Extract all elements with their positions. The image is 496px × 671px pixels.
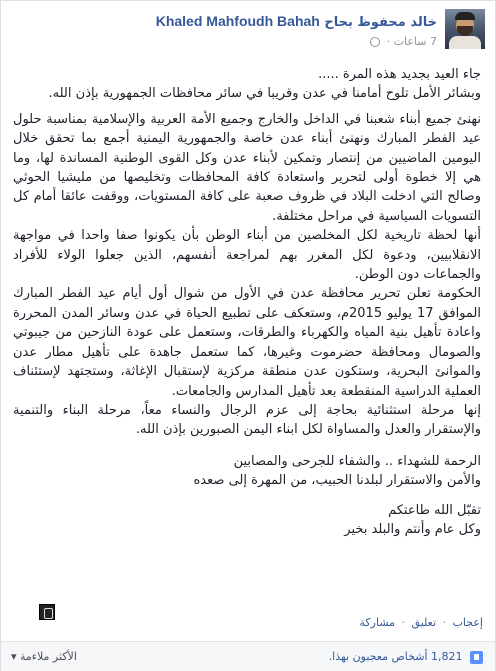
post-line: وكل عام وأنتم والبلد بخير xyxy=(344,521,481,537)
avatar-body xyxy=(449,36,481,49)
post-body xyxy=(13,65,481,539)
post-actions xyxy=(360,616,483,629)
comment-link[interactable]: تعليق xyxy=(411,616,437,629)
action-separator: · xyxy=(442,616,447,629)
emoji-icon xyxy=(39,604,55,620)
post-line: تقبّل الله طاعتكم xyxy=(388,502,481,518)
comment-sort-dropdown[interactable]: الأكثر ملاءمة ▾ xyxy=(11,650,77,663)
post-time[interactable] xyxy=(370,35,437,48)
author-name-english[interactable]: Khaled Mahfoudh Bahah xyxy=(155,13,320,29)
post-paragraph: أنها لحظة تاريخية لكل المخلصين من أبناء الوطن بأن يكونوا صفا واحدا في مواجهة الانقلابيين، ودعوة لكل المغرر بهم لمراجعة أنفسهم، الذين جعلوا الولاء للأفراد والجماعات دون الوطن. xyxy=(13,228,481,283)
likes-count[interactable]: 1,821 xyxy=(431,650,463,663)
profile-avatar[interactable] xyxy=(445,9,485,49)
timestamp[interactable]: 7 ساعات · xyxy=(386,35,437,48)
likes-summary[interactable] xyxy=(329,650,483,664)
action-separator: · xyxy=(401,616,406,629)
post-line: وبشائر الأمل تلوح أمامنا في عدن وقريبا في سائر محافظات الجمهورية بإذن الله. xyxy=(48,86,481,102)
author-name[interactable] xyxy=(156,13,437,30)
post-line: والأمن والاستقرار لبلدنا الحبيب، من المهرة إلى صعده xyxy=(193,473,481,489)
post-header xyxy=(11,9,485,57)
post-footer xyxy=(1,641,495,671)
post-paragraph: الحكومة تعلن تحرير محافظة عدن في الأول من شوال أول أيام عيد الفطر المبارك الموافق 17 يوليو 2015م، وستعكف على تطبيع الحياة في عدن وسائر المدن المحررة واعادة تأهيل بنية المياه والكهرباء والطرقات، وستعمل على عودة النازحين من جيبوتي والصومال ومحافظة حضرموت وغيرها، كما ستعمل جاهدة على تأهيل مطار عدن والموانئ البحرية، وستكون عدن منطقة مركزية لإستقبال الإغاثة، وستجتهد لإستئناف العملية الدراسية المنقطعة بعد تأهيل المدارس والجامعات. xyxy=(13,286,482,399)
avatar-hair xyxy=(455,12,475,20)
post-paragraph: إنها مرحلة استثنائية بحاجة إلى عزم الرجال والنساء معاً، مرحلة البناء والتنمية والإستقرار والعدل والمساواة لكل ابناء اليمن الصبورين بإذن الله. xyxy=(13,402,481,438)
thumbs-up-icon xyxy=(470,651,483,664)
like-link[interactable]: إعجاب xyxy=(452,616,483,629)
post-line: الرحمة للشهداء .. والشفاء للجرحى والمصابين xyxy=(233,453,481,469)
post-paragraph: نهنئ جميع أبناء شعبنا في الداخل والخارج وجميع الأمة العربية والإسلامية بمناسبة حلول عيد الفطر المبارك ونهنئ أبناء عدن خاصة والجمهورية اليمنية أجمع بما تحقق خلال اليومين الماضيين من إنتصار وتمكين لأبناء عدن وكل القوى الوطنية المساندة لها، وما هي إلا خطوة أولى لتحرير واستعادة كافة المحافظات وتخليصها من مليشيا الحوثي وصالح التي ادخلت البلاد في ظروف صعبة على كافة المستويات، ووقفت عائقا أمام كل التسويات السياسية في مراحل مختلفة. xyxy=(13,111,481,224)
likes-text: أشخاص معجبون بهذا. xyxy=(328,650,428,663)
avatar-beard xyxy=(457,26,473,36)
globe-icon[interactable] xyxy=(370,37,380,47)
share-link[interactable]: مشاركة xyxy=(359,616,396,629)
post-line: جاء العيد بجديد هذه المرة ..... xyxy=(318,67,481,82)
author-name-arabic[interactable]: خالد محفوظ بحاح xyxy=(324,15,437,30)
